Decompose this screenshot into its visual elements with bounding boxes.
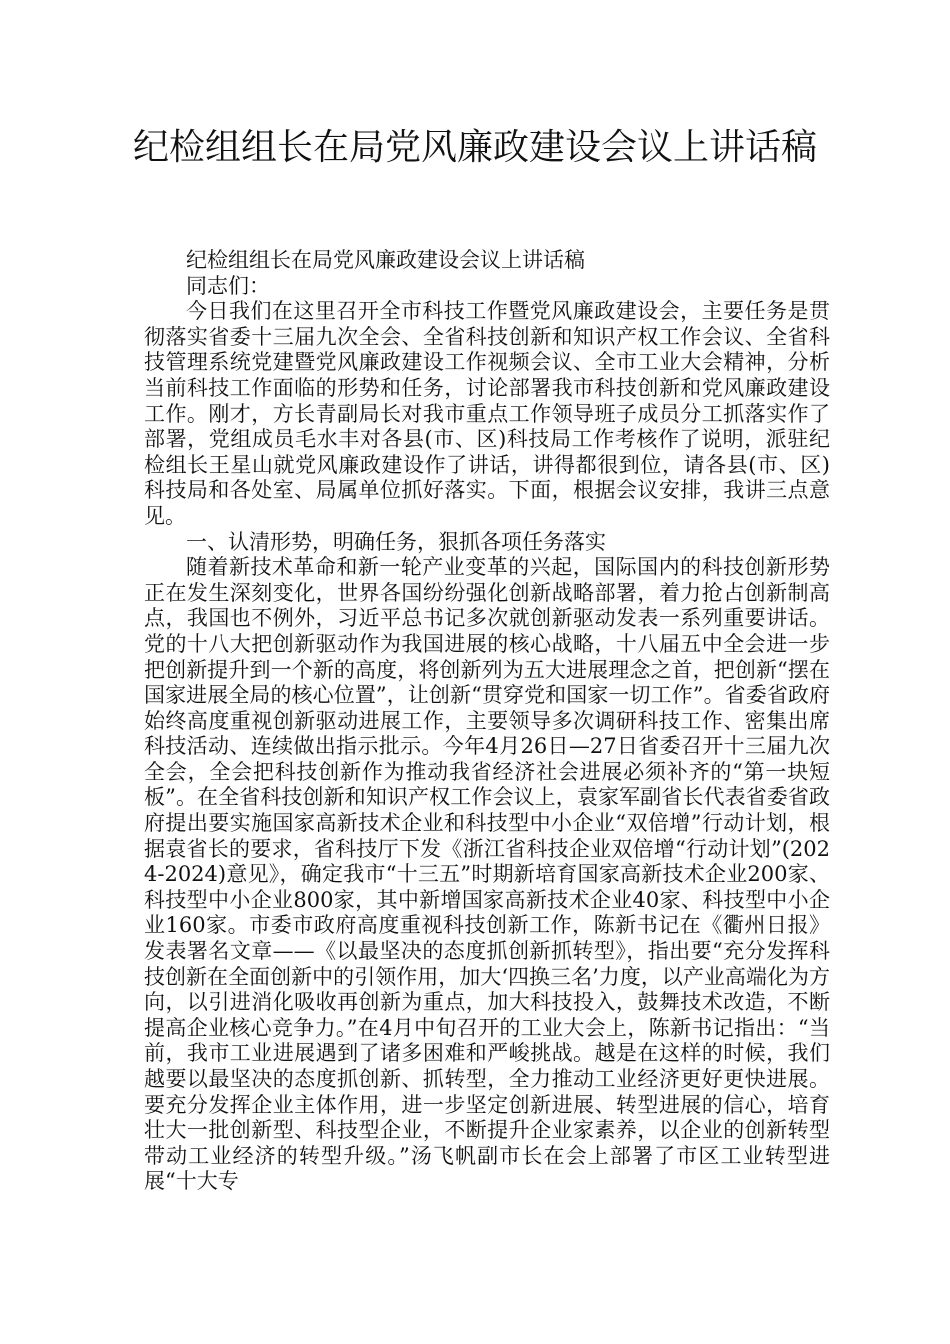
- document-body: [144, 248, 830, 1195]
- section-heading: 一、认清形势，明确任务，狠抓各项任务落实: [186, 529, 606, 554]
- paragraph-intro: 今日我们在这里召开全市科技工作暨党风廉政建设会，主要任务是贯彻落实省委十三届九次全会、全省科技创新和知识产权工作会议、全省科技管理系统党建暨党风廉政建设工作视频会议、全市工业大会精神，分析当前科技工作面临的形势和任务，讨论部署我市科技创新和党风廉政建设工作。刚才，方长青副局长对我市重点工作领导班子成员分工抓落实作了部署，党组成员毛水丰对各县(市、区)科技局工作考核作了说明，派驻纪检组长王星山就党风廉政建设作了讲话，讲得都很到位，请各县(市、区)科技局和各处室、局属单位抓好落实。下面，根据会议安排，我讲三点意见。: [144, 299, 830, 528]
- salutation: 同志们：: [186, 273, 270, 298]
- document-title: 纪检组组长在局党风廉政建设会议上讲话稿: [132, 127, 817, 168]
- paragraph-situation: 随着新技术革命和新一轮产业变革的兴起，国际国内的科技创新形势正在发生深刻变化，世界各国纷纷强化创新战略部署，着力抢占创新制高点，我国也不例外，习近平总书记多次就创新驱动发表一系列重要讲话。党的十八大把创新驱动作为我国进展的核心战略，十八届五中全会进一步把创新提升到一个新的高度，将创新列为五大进展理念之首，把创新“摆在国家进展全局的核心位置”，让创新“贯穿党和国家一切工作”。省委省政府始终高度重视创新驱动进展工作，主要领导多次调研科技工作、密集出席科技活动、连续做出指示批示。今年4月26日—27日省委召开十三届九次全会，全会把科技创新作为推动我省经济社会进展必须补齐的“第一块短板”。在全省科技创新和知识产权工作会议上，袁家军副省长代表省委省政府提出要实施国家高新技术企业和科技型中小企业“双倍增”行动计划，根据袁省长的要求，省科技厅下发《浙江省科技企业双倍增“行动计划”(2024-2024)意见》，确定我市“十三五”时期新培育国家高新技术企业200家、科技型中小企业800家，其中新增国家高新技术企业40家、科技型中小企业160家。市委市政府高度重视科技创新工作，陈新书记在《衢州日报》发表署名文章——《以最坚决的态度抓创新抓转型》，指出要“充分发挥科技创新在全面创新中的引领作用，加大‘四换三名’力度，以产业高端化为方向，以引进消化吸收再创新为重点，加大科技投入，鼓舞技术改造，不断提高企业核心竞争力。”在4月中旬召开的工业大会上，陈新书记指出：“当前，我市工业进展遇到了诸多困难和严峻挑战。越是在这样的时候，我们越要以最坚决的态度抓创新、抓转型，全力推动工业经济更好更快进展。要充分发挥企业主体作用，进一步坚定创新进展、转型进展的信心，培育壮大一批创新型、科技型企业，不断提升企业家素养，以企业的创新转型带动工业经济的转型升级。”汤飞帆副市长在会上部署了市区工业转型进展“十大专: [144, 555, 830, 1194]
- document-subtitle: 纪检组组长在局党风廉政建设会议上讲话稿: [186, 248, 585, 272]
